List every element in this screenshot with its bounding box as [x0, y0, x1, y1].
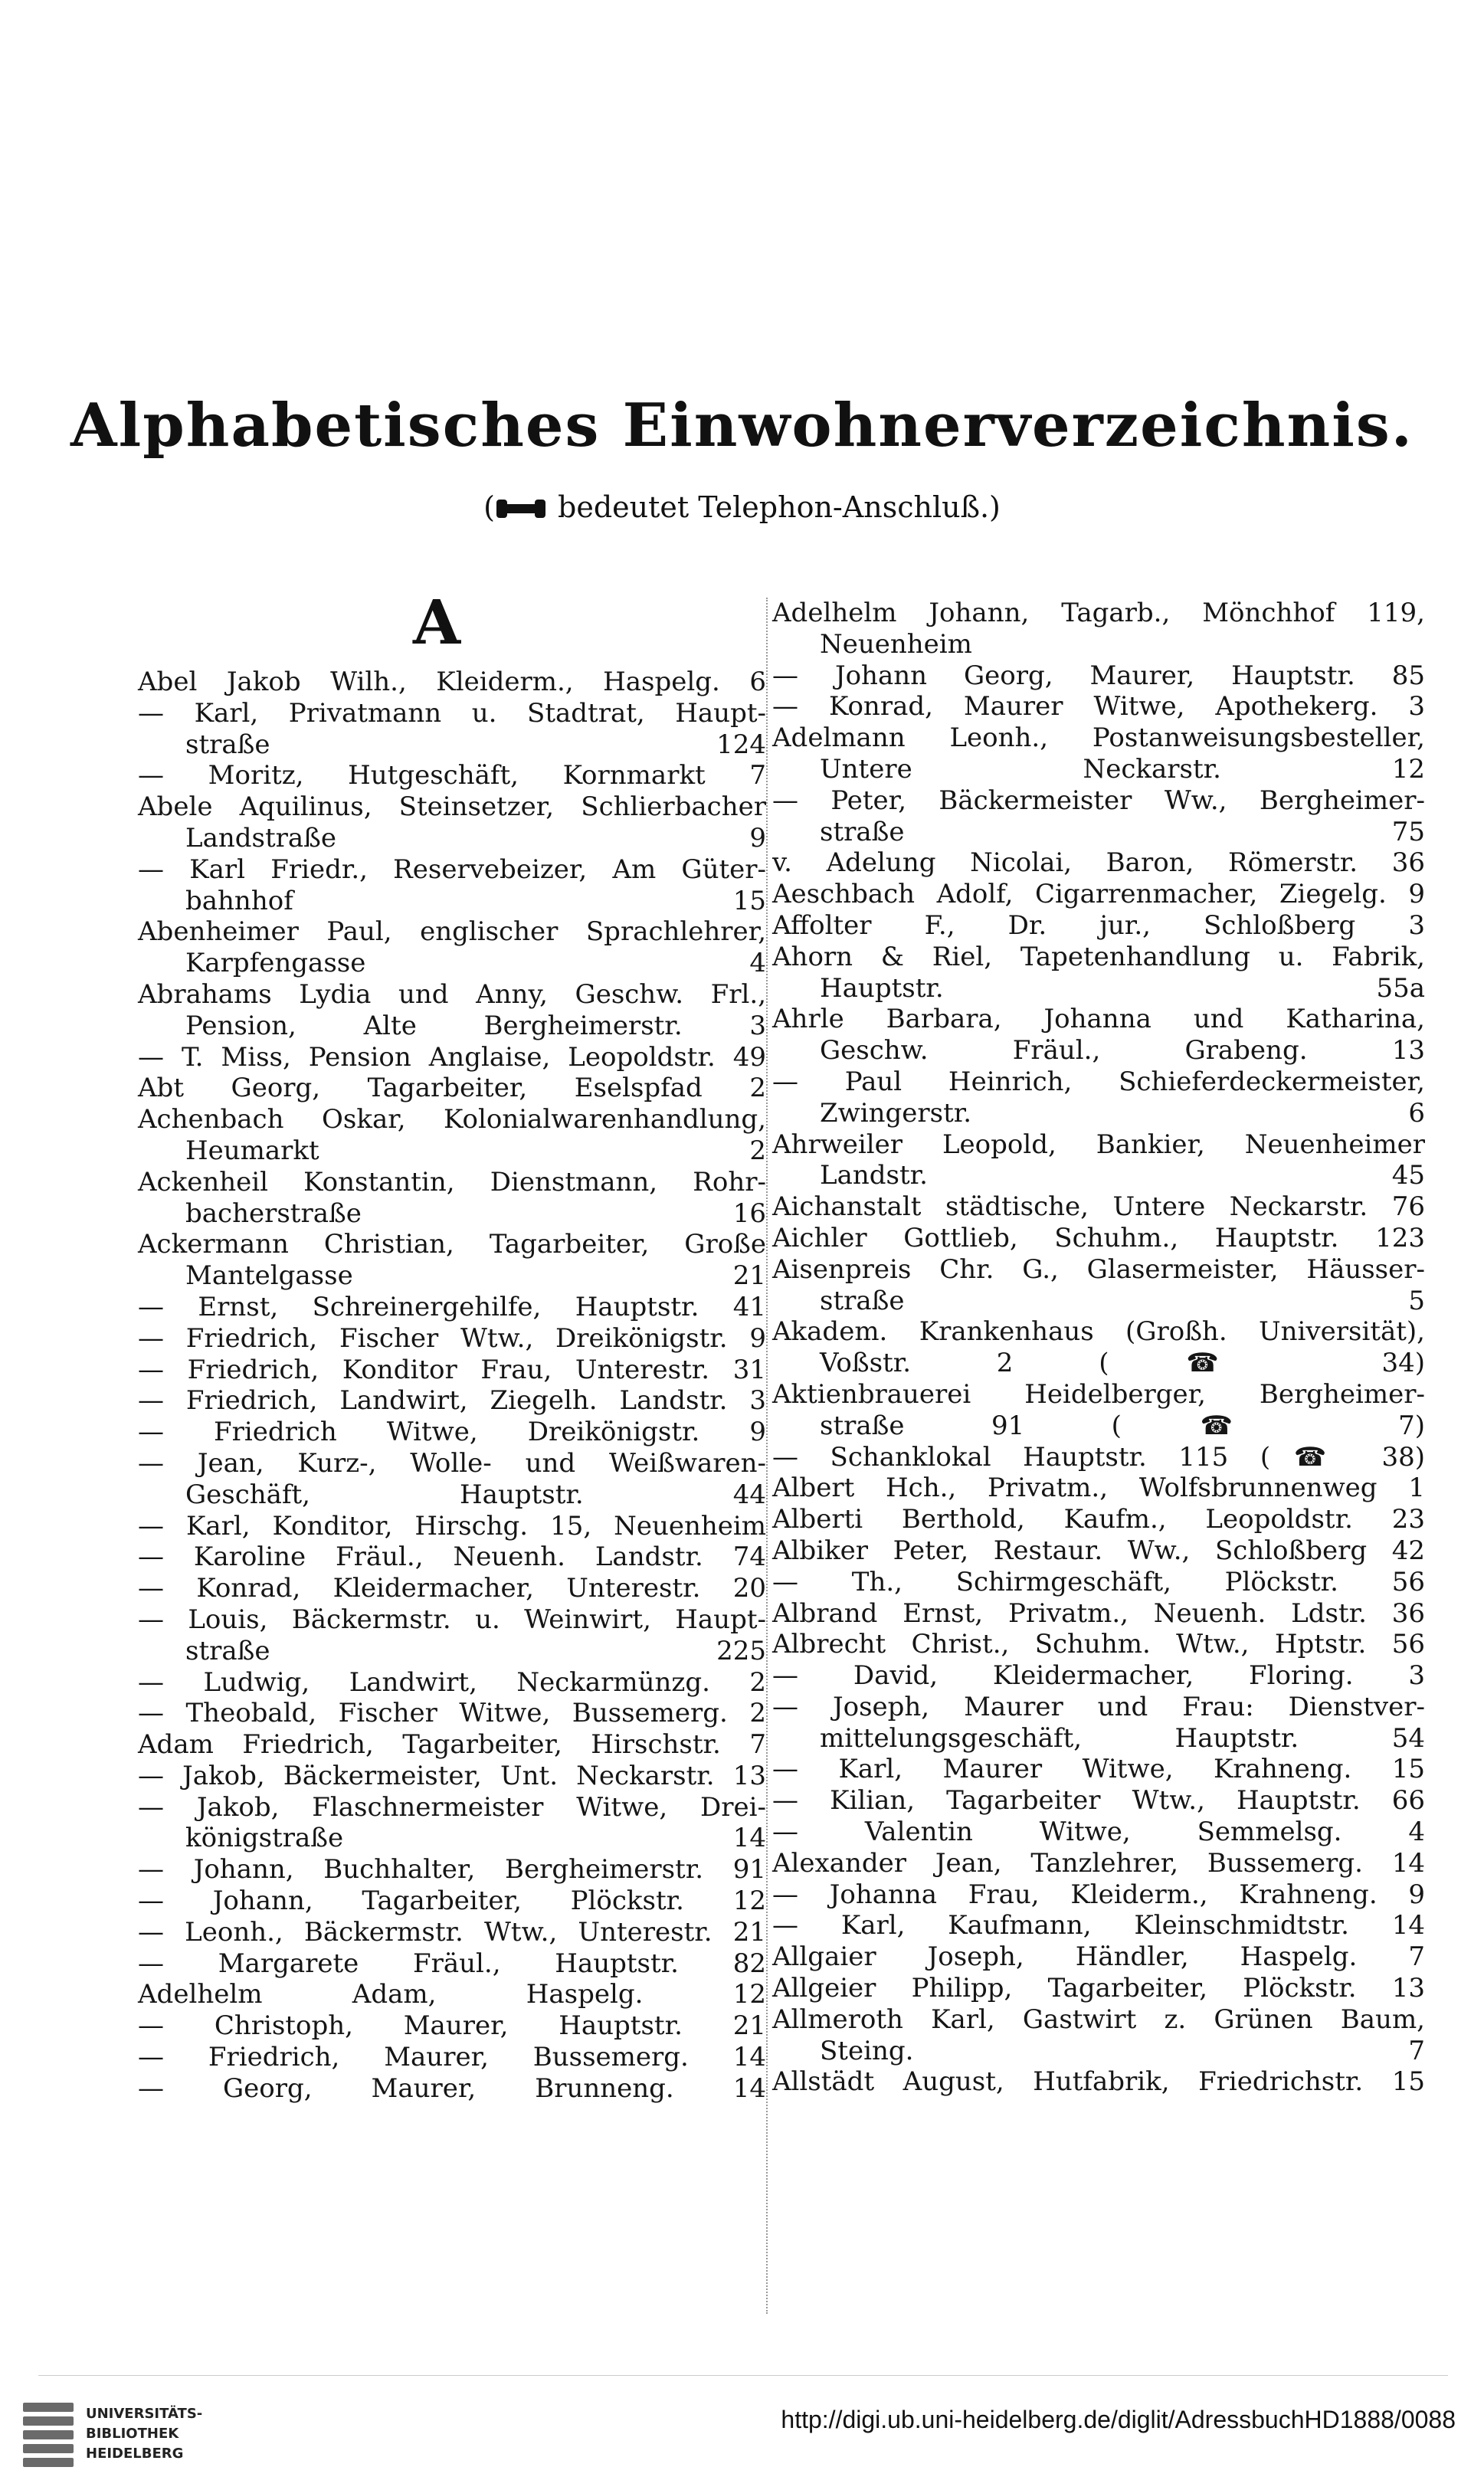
directory-entry [138, 1292, 766, 1323]
entry-line: — Margarete Fräul., Hauptstr. 82 [138, 1948, 766, 1979]
directory-entry [138, 1385, 766, 1417]
directory-entry [772, 598, 1425, 660]
entry-line: Aichler Gottlieb, Schuhm., Hauptstr. 123 [772, 1222, 1425, 1253]
directory-entry [772, 1879, 1425, 1911]
entry-line: Affolter F., Dr. jur., Schloßberg 3 [772, 909, 1425, 941]
directory-entry [772, 660, 1425, 692]
entry-line: — Kilian, Tagarbeiter Wtw., Hauptstr. 66 [772, 1785, 1425, 1817]
left-column [138, 667, 766, 2105]
directory-entry [138, 760, 766, 791]
entry-line: v. Adelung Nicolai, Baron, Römerstr. 36 [772, 847, 1425, 879]
page-subtitle [0, 490, 1484, 524]
entry-line: Allstädt August, Hutfabrik, Friedrichstr. 15 [772, 2066, 1425, 2098]
directory-entry [772, 1754, 1425, 1785]
entry-line: Abrahams Lydia und Anny, Geschw. Frl., [138, 978, 766, 1010]
footer-divider [38, 2375, 1448, 2376]
directory-entry [138, 791, 766, 854]
entry-line: — Th., Schirmgeschäft, Plöckstr. 56 [772, 1566, 1425, 1597]
directory-entry [772, 1629, 1425, 1660]
entry-line: — Johann, Tagarbeiter, Plöckstr. 12 [138, 1886, 766, 1917]
directory-entry [138, 1229, 766, 1292]
directory-entry [138, 1104, 766, 1167]
entry-line: Allmeroth Karl, Gastwirt z. Grünen Baum, [772, 2003, 1425, 2035]
directory-entry [138, 1448, 766, 1511]
entry-line: — Johanna Frau, Kleiderm., Krahneng. 9 [772, 1879, 1425, 1910]
entry-line: Albiker Peter, Restaur. Ww., Schloßberg 42 [772, 1535, 1425, 1566]
entry-line: — Friedrich, Fischer Wtw., Dreikönigstr. 9 [138, 1322, 766, 1354]
entry-line: — David, Kleidermacher, Floring. 3 [772, 1660, 1425, 1692]
entry-continuation-line: Geschw. Fräul., Grabeng. 13 [820, 1035, 1425, 1066]
entry-continuation-line: Landstraße 9 [185, 822, 766, 853]
entry-line: — Jean, Kurz-, Wolle- und Weißwaren- [138, 1447, 766, 1479]
entry-continuation-line: straße 5 [820, 1285, 1425, 1316]
entry-line: Achenbach Oskar, Kolonialwarenhandlung, [138, 1104, 766, 1135]
entry-continuation-line: Hauptstr. 55a [820, 972, 1425, 1004]
directory-entry [772, 1785, 1425, 1817]
entry-line: Alexander Jean, Tanzlehrer, Bussemerg. 14 [772, 1847, 1425, 1879]
entry-line: Abele Aquilinus, Steinsetzer, Schlierbacher [138, 791, 766, 823]
directory-entry [138, 1729, 766, 1761]
entry-line: — Peter, Bäckermeister Ww., Bergheimer- [772, 785, 1425, 816]
directory-entry [138, 2042, 766, 2073]
entry-line: — T. Miss, Pension Anglaise, Leopoldstr. 49 [138, 1041, 766, 1073]
directory-entry [138, 1073, 766, 1104]
entry-line: Ahrweiler Leopold, Bankier, Neuenheimer [772, 1129, 1425, 1160]
entry-line: — Friedrich, Landwirt, Ziegelh. Landstr. 3 [138, 1385, 766, 1417]
entry-line: — Friedrich Witwe, Dreikönigstr. 9 [138, 1417, 766, 1448]
entry-line: — Leonh., Bäckermstr. Wtw., Unterestr. 21 [138, 1916, 766, 1948]
directory-entry [138, 1667, 766, 1699]
entry-line: — Karl Friedr., Reservebeizer, Am Güter- [138, 853, 766, 885]
directory-entry [772, 785, 1425, 848]
entry-line: — Friedrich, Konditor Frau, Unterestr. 31 [138, 1354, 766, 1385]
entry-continuation-line: Karpfengasse 4 [185, 948, 766, 979]
entry-continuation-line: königstraße 14 [185, 1823, 766, 1854]
entry-continuation-line: Voßstr. 2 (☎ 34) [820, 1348, 1425, 1379]
entry-line: Abenheimer Paul, englischer Sprachlehrer, [138, 916, 766, 948]
entry-line: — Karl, Maurer Witwe, Krahneng. 15 [772, 1754, 1425, 1785]
directory-entry [138, 1948, 766, 1980]
directory-entry [138, 854, 766, 917]
entry-line: Ahrle Barbara, Johanna und Katharina, [772, 1004, 1425, 1035]
logo-line: BIBLIOTHEK [86, 2426, 179, 2442]
directory-entry [772, 1066, 1425, 1129]
entry-line: Ahorn & Riel, Tapetenhandlung u. Fabrik, [772, 941, 1425, 972]
entry-continuation-line: Neuenheim [820, 628, 972, 660]
entry-line: Ackermann Christian, Tagarbeiter, Große [138, 1229, 766, 1260]
directory-entry [772, 879, 1425, 910]
entry-line: — Friedrich, Maurer, Bussemerg. 14 [138, 2042, 766, 2073]
directory-entry [138, 698, 766, 761]
entry-line: — Jakob, Flaschnermeister Witwe, Drei- [138, 1791, 766, 1823]
entry-line: — Theobald, Fischer Witwe, Bussemerg. 2 [138, 1698, 766, 1729]
directory-entry [138, 1854, 766, 1886]
entry-line: — Schanklokal Hauptstr. 115 (☎ 38) [772, 1441, 1425, 1473]
directory-entry [772, 1442, 1425, 1473]
telephone-receiver-icon [495, 497, 549, 520]
entry-line: — Valentin Witwe, Semmelsg. 4 [772, 1817, 1425, 1848]
entry-line: — Moritz, Hutgeschäft, Kornmarkt 7 [138, 760, 766, 791]
entry-line: Allgeier Philipp, Tagarbeiter, Plöckstr. 13 [772, 1973, 1425, 2004]
entry-line: — Johann, Buchhalter, Bergheimerstr. 91 [138, 1854, 766, 1886]
right-column [772, 598, 1425, 2098]
directory-entry [772, 1973, 1425, 2004]
entry-line: — Konrad, Kleidermacher, Unterestr. 20 [138, 1573, 766, 1604]
entry-line: — Karl, Privatmann u. Stadtrat, Haupt- [138, 697, 766, 729]
directory-entry [772, 1473, 1425, 1504]
directory-entry [138, 1417, 766, 1448]
entry-continuation-line: Mantelgasse 21 [185, 1260, 766, 1292]
subtitle-open-paren: ( [483, 490, 495, 524]
entry-continuation-line: straße 75 [820, 816, 1425, 847]
entry-continuation-line: straße 91 (☎ 7) [820, 1410, 1425, 1441]
directory-entry [772, 1941, 1425, 1973]
directory-entry [772, 1535, 1425, 1567]
directory-entry [138, 1761, 766, 1792]
source-url[interactable]: http://digi.ub.uni-heidelberg.de/diglit/AdressbuchHD1888/0088 [781, 2406, 1456, 2433]
directory-entry [138, 1917, 766, 1948]
entry-line: Ackenheil Konstantin, Dienstmann, Rohr- [138, 1166, 766, 1197]
directory-entry [772, 1004, 1425, 1066]
entry-continuation-line: Zwingerstr. 6 [820, 1097, 1425, 1129]
entry-line: — Louis, Bäckermstr. u. Weinwirt, Haupt- [138, 1604, 766, 1635]
library-logo-icon [23, 2403, 74, 2472]
directory-entry [138, 1167, 766, 1230]
directory-entry [772, 1817, 1425, 1848]
directory-entry [772, 847, 1425, 879]
directory-entry [138, 1698, 766, 1729]
directory-entry [772, 1567, 1425, 1598]
entry-line: Adelhelm Johann, Tagarb., Mönchhof 119, [772, 598, 1425, 628]
entry-continuation-line: bahnhof 15 [185, 885, 766, 916]
directory-entry [772, 942, 1425, 1004]
library-logo [23, 2398, 222, 2475]
entry-line: Aeschbach Adolf, Cigarrenmacher, Ziegelg. 9 [772, 879, 1425, 910]
entry-continuation-line: Landstr. 45 [820, 1160, 1425, 1191]
entry-line: — Jakob, Bäckermeister, Unt. Neckarstr. 13 [138, 1760, 766, 1791]
column-divider [766, 598, 768, 2314]
directory-entry [772, 1848, 1425, 1879]
entry-line: — Ludwig, Landwirt, Neckarmünzg. 2 [138, 1666, 766, 1698]
directory-entry [772, 2004, 1425, 2067]
page-title: Alphabetisches Einwohnerverzeichnis. [70, 391, 1414, 460]
directory-entry [138, 1323, 766, 1355]
directory-entry [138, 2073, 766, 2105]
directory-entry [138, 916, 766, 979]
directory-entry [772, 691, 1425, 722]
entry-line: — Johann Georg, Maurer, Hauptstr. 85 [772, 660, 1425, 691]
directory-entry [138, 1573, 766, 1604]
entry-line: Albrecht Christ., Schuhm. Wtw., Hptstr. 56 [772, 1629, 1425, 1660]
directory-entry [772, 722, 1425, 785]
entry-line: — Karl, Konditor, Hirschg. 15, Neuenheim [138, 1510, 766, 1542]
directory-entry [138, 1886, 766, 1917]
entry-continuation-line: Untere Neckarstr. 12 [820, 753, 1425, 785]
entry-line: Albrand Ernst, Privatm., Neuenh. Ldstr. 36 [772, 1597, 1425, 1629]
entry-line: — Paul Heinrich, Schieferdeckermeister, [772, 1066, 1425, 1097]
logo-line: UNIVERSITÄTS- [86, 2406, 203, 2422]
entry-continuation-line: bacherstraße 16 [185, 1197, 766, 1229]
directory-entry [772, 1660, 1425, 1692]
entry-line: Albert Hch., Privatm., Wolfsbrunnenweg 1 [772, 1473, 1425, 1504]
entry-line: Akadem. Krankenhaus (Großh. Universität), [772, 1316, 1425, 1348]
entry-line: Alberti Berthold, Kaufm., Leopoldstr. 23 [772, 1504, 1425, 1535]
entry-continuation-line: Steing. 7 [820, 2035, 1425, 2066]
entry-line: — Konrad, Maurer Witwe, Apothekerg. 3 [772, 691, 1425, 722]
directory-entry [772, 1129, 1425, 1192]
directory-entry [772, 910, 1425, 942]
directory-entry [138, 1979, 766, 2010]
directory-entry [772, 2066, 1425, 2098]
directory-entry [138, 1511, 766, 1542]
directory-entry [138, 1792, 766, 1855]
entry-line: Aisenpreis Chr. G., Glasermeister, Häusser- [772, 1253, 1425, 1285]
entry-line: — Karoline Fräul., Neuenh. Landstr. 74 [138, 1542, 766, 1573]
entry-line: Adelhelm Adam, Haspelg. 12 [138, 1979, 766, 2010]
directory-entry [772, 1191, 1425, 1223]
entry-line: Aichanstalt städtische, Untere Neckarstr. 76 [772, 1191, 1425, 1223]
entry-continuation-line: straße 124 [185, 729, 766, 760]
entry-continuation-line: Heumarkt 2 [185, 1135, 766, 1166]
directory-entry [772, 1598, 1425, 1630]
entry-continuation-line: straße 225 [185, 1635, 766, 1666]
entry-continuation-line: mittelungsgeschäft, Hauptstr. 54 [820, 1722, 1425, 1754]
subtitle-text: bedeutet Telephon-Anschluß.) [548, 490, 1001, 524]
directory-entry [772, 1504, 1425, 1535]
entry-line: — Georg, Maurer, Brunneng. 14 [138, 2072, 766, 2104]
entry-continuation-line: Pension, Alte Bergheimerstr. 3 [185, 1010, 766, 1041]
library-logo-text [86, 2404, 224, 2464]
directory-entry [138, 1542, 766, 1573]
logo-line: HEIDELBERG [86, 2446, 184, 2462]
directory-entry [138, 979, 766, 1042]
directory-entry [772, 1223, 1425, 1254]
directory-entry [772, 1379, 1425, 1442]
directory-entry [772, 1692, 1425, 1754]
directory-entry [138, 2010, 766, 2042]
entry-line: — Ernst, Schreinergehilfe, Hauptstr. 41 [138, 1291, 766, 1322]
entry-line: Allgaier Joseph, Händler, Haspelg. 7 [772, 1941, 1425, 1973]
entry-line: — Joseph, Maurer und Frau: Dienstver- [772, 1691, 1425, 1722]
entry-line: Aktienbrauerei Heidelberger, Bergheimer- [772, 1378, 1425, 1410]
directory-entry [772, 1910, 1425, 1941]
directory-entry [772, 1316, 1425, 1379]
directory-entry [138, 667, 766, 698]
entry-line: — Christoph, Maurer, Hauptstr. 21 [138, 2010, 766, 2042]
directory-entry [138, 1042, 766, 1073]
entry-line: Abt Georg, Tagarbeiter, Eselspfad 2 [138, 1073, 766, 1104]
directory-entry [138, 1604, 766, 1667]
entry-line: — Karl, Kaufmann, Kleinschmidtstr. 14 [772, 1910, 1425, 1941]
entry-line: Adam Friedrich, Tagarbeiter, Hirschstr. 7 [138, 1729, 766, 1761]
entry-line: Adelmann Leonh., Postanweisungsbesteller, [772, 722, 1425, 754]
section-letter: A [412, 586, 461, 658]
entry-line: Abel Jakob Wilh., Kleiderm., Haspelg. 6 [138, 667, 766, 697]
entry-continuation-line: Geschäft, Hauptstr. 44 [185, 1479, 766, 1510]
directory-entry [138, 1355, 766, 1386]
directory-entry [772, 1254, 1425, 1317]
